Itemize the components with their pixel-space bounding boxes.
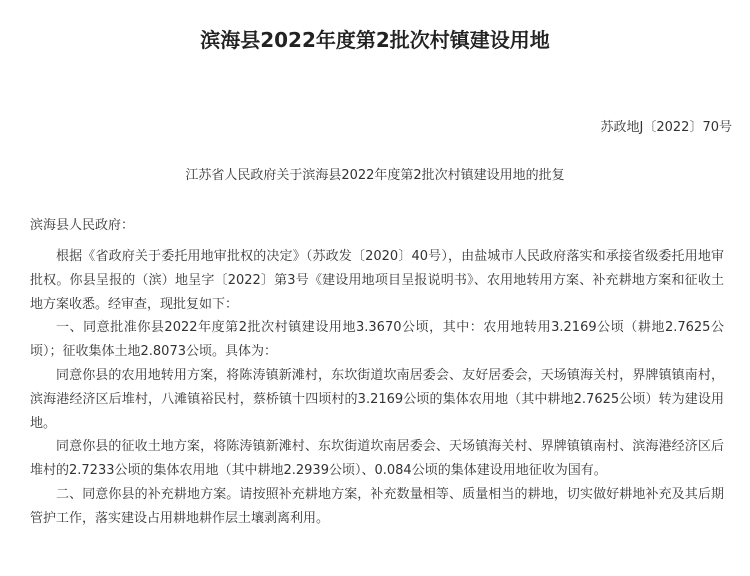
body-paragraph: 二、同意你县的补充耕地方案。请按照补充耕地方案，补充数量相等、质量相当的耕地，切实做好耕地补充及其后期管护工作，落实建设占用耕地耕作层土壤剥离利用。	[30, 486, 724, 526]
body-paragraph: 同意你县的征收土地方案，将陈涛镇新滩村、东坎街道坎南居委会、天场镇海关村、界牌镇镇南村、滨海港经济区后堆村的2.7233公顷的集体农用地（其中耕地2.2939公顷）、0.084公顷的集体建设用地征收为国有。	[30, 439, 724, 479]
body-paragraph: 根据《省政府关于委托用地审批权的决定》（苏政发〔2020〕40号），由盐城市人民政府落实和承接省级委托用地审批权。你县呈报的（滨）地呈字〔2022〕第3号《建设用地项目呈报说明书》、农用地转用方案、补充耕地方案和征收土地方案收悉。经审查，现批复如下：	[30, 249, 724, 312]
body-paragraph: 同意你县的农用地转用方案，将陈涛镇新滩村，东坎街道坎南居委会、友好居委会，天场镇海关村，界牌镇镇南村，滨海港经济区后堆村，八滩镇裕民村，蔡桥镇十四顷村的3.2169公顷的集体农用地（其中耕地2.7625公顷）转为建设用地。	[30, 367, 724, 431]
addressee: 滨海县人民政府：	[30, 218, 135, 233]
document-body	[30, 245, 724, 531]
document-subtitle: 江苏省人民政府关于滨海县2022年度第2批次村镇建设用地的批复	[185, 168, 565, 183]
document-title: 滨海县2022年度第2批次村镇建设用地	[200, 28, 550, 52]
document-number: 苏政地J〔2022〕70号	[600, 120, 732, 135]
body-paragraph: 一、同意批准你县2022年度第2批次村镇建设用地3.3670公顷，其中：农用地转用3.2169公顷（耕地2.7625公顷）；征收集体土地2.8073公顷。具体为：	[30, 320, 724, 360]
